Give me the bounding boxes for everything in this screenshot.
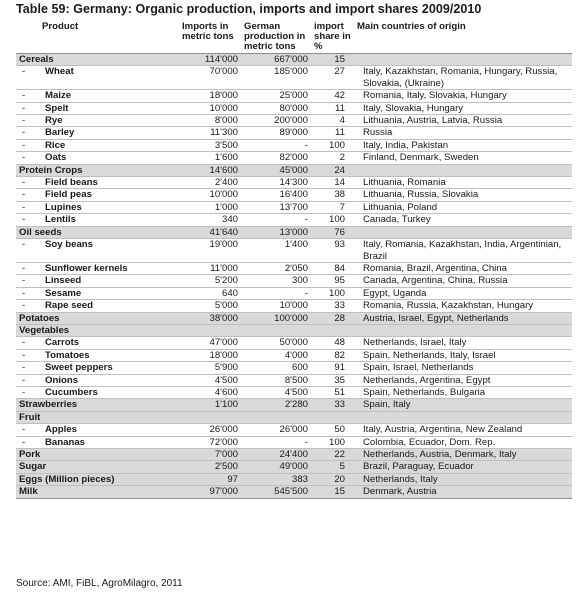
cell-share: 42 [311, 90, 354, 102]
cell-imports [179, 324, 241, 336]
cell-countries: Canada, Turkey [354, 214, 572, 226]
table-row [16, 127, 572, 139]
cell-product [16, 287, 179, 299]
cell-countries: Italy, India, Pakistan [354, 139, 572, 151]
cell-imports: 97'000 [179, 486, 241, 498]
cell-production: 185'000 [241, 66, 311, 90]
table-row [16, 201, 572, 213]
cell-product [16, 324, 179, 336]
cell-product [16, 449, 179, 461]
cell-countries: Lithuania, Poland [354, 201, 572, 213]
table-row [16, 386, 572, 398]
header-share: import share in % [311, 20, 354, 54]
cell-share: 84 [311, 262, 354, 274]
product-name: Eggs (Million pieces) [19, 473, 115, 485]
cell-share: 100 [311, 287, 354, 299]
cell-product [16, 139, 179, 151]
table-title: Table 59: Germany: Organic production, imports and import shares 2009/2010 [16, 2, 482, 16]
cell-product [16, 337, 179, 349]
cell-countries [354, 324, 572, 336]
cell-countries: Russia [354, 127, 572, 139]
indent-dash: - [22, 90, 26, 102]
table-row [16, 337, 572, 349]
cell-production [241, 411, 311, 423]
table-row [16, 300, 572, 312]
table-row [16, 189, 572, 201]
cell-product [16, 486, 179, 498]
table-row [16, 473, 572, 485]
cell-countries [354, 226, 572, 238]
cell-production: 300 [241, 275, 311, 287]
cell-imports: 18'000 [179, 90, 241, 102]
cell-production: 200'000 [241, 115, 311, 127]
source-note: Source: AMI, FiBL, AgroMilagro, 2011 [16, 578, 183, 589]
cell-imports: 1'600 [179, 152, 241, 164]
table-row [16, 262, 572, 274]
cell-share: 35 [311, 374, 354, 386]
cell-imports: 11'000 [179, 262, 241, 274]
cell-production: 8'500 [241, 374, 311, 386]
table-row [16, 54, 572, 66]
cell-product [16, 164, 179, 176]
cell-countries: Romania, Russia, Kazakhstan, Hungary [354, 300, 572, 312]
cell-production: 14'300 [241, 177, 311, 189]
product-name: Bananas [45, 436, 85, 448]
table-row [16, 214, 572, 226]
cell-share: 100 [311, 139, 354, 151]
cell-countries: Italy, Austria, Argentina, New Zealand [354, 424, 572, 436]
table-header [16, 20, 572, 54]
indent-dash: - [22, 189, 26, 201]
cell-production: 2'050 [241, 262, 311, 274]
table-row [16, 486, 572, 498]
product-name: Strawberries [19, 399, 78, 411]
table-row [16, 275, 572, 287]
indent-dash: - [22, 349, 26, 361]
cell-countries: Romania, Italy, Slovakia, Hungary [354, 90, 572, 102]
cell-imports: 3'500 [179, 139, 241, 151]
cell-share: 11 [311, 127, 354, 139]
product-name: Rape seed [45, 300, 93, 312]
cell-countries [354, 411, 572, 423]
indent-dash: - [22, 275, 26, 287]
table-row [16, 287, 572, 299]
cell-countries: Brazil, Paraguay, Ecuador [354, 461, 572, 473]
cell-countries: Austria, Israel, Egypt, Netherlands [354, 312, 572, 324]
table-row [16, 102, 572, 114]
table-row [16, 399, 572, 411]
cell-imports [179, 411, 241, 423]
cell-production: 10'000 [241, 300, 311, 312]
cell-production: 2'280 [241, 399, 311, 411]
cell-product [16, 66, 179, 90]
cell-share: 48 [311, 337, 354, 349]
product-name: Cereals [19, 54, 54, 65]
cell-share: 20 [311, 473, 354, 485]
cell-imports: 26'000 [179, 424, 241, 436]
cell-share: 14 [311, 177, 354, 189]
product-name: Cucumbers [45, 386, 98, 398]
cell-production: 82'000 [241, 152, 311, 164]
organic-imports-table [16, 20, 572, 499]
cell-share: 27 [311, 66, 354, 90]
cell-countries [354, 164, 572, 176]
cell-imports: 2'400 [179, 177, 241, 189]
cell-imports: 19'000 [179, 239, 241, 263]
cell-product [16, 275, 179, 287]
cell-countries: Spain, Netherlands, Bulgaria [354, 386, 572, 398]
cell-share: 100 [311, 436, 354, 448]
cell-countries: Lithuania, Austria, Latvia, Russia [354, 115, 572, 127]
cell-share: 5 [311, 461, 354, 473]
cell-product [16, 239, 179, 263]
table-row [16, 139, 572, 151]
cell-countries: Lithuania, Romania [354, 177, 572, 189]
cell-product [16, 399, 179, 411]
cell-imports: 72'000 [179, 436, 241, 448]
cell-production: 1'400 [241, 239, 311, 263]
cell-product [16, 312, 179, 324]
header-countries: Main countries of origin [354, 20, 572, 54]
table-row [16, 449, 572, 461]
cell-countries: Spain, Italy [354, 399, 572, 411]
indent-dash: - [22, 374, 26, 386]
cell-countries: Italy, Slovakia, Hungary [354, 102, 572, 114]
indent-dash: - [22, 386, 26, 398]
indent-dash: - [22, 424, 26, 436]
product-name: Rice [45, 139, 66, 151]
product-name: Apples [45, 424, 77, 436]
cell-production: - [241, 139, 311, 151]
table-row [16, 436, 572, 448]
header-product: Product [16, 20, 179, 54]
header-imports: Imports in metric tons [179, 20, 241, 54]
cell-countries: Colombia, Ecuador, Dom. Rep. [354, 436, 572, 448]
indent-dash: - [22, 152, 26, 164]
cell-production: - [241, 287, 311, 299]
product-name: Protein Crops [19, 164, 83, 176]
cell-product [16, 201, 179, 213]
cell-imports: 5'200 [179, 275, 241, 287]
cell-product [16, 214, 179, 226]
table-row [16, 226, 572, 238]
cell-share: 15 [311, 486, 354, 498]
header-production: German production in metric tons [241, 20, 311, 54]
cell-share: 82 [311, 349, 354, 361]
cell-production: 100'000 [241, 312, 311, 324]
cell-imports: 18'000 [179, 349, 241, 361]
cell-imports: 1'000 [179, 201, 241, 213]
table-row [16, 66, 572, 90]
table-row [16, 177, 572, 189]
cell-imports: 7'000 [179, 449, 241, 461]
product-name: Pork [19, 449, 41, 460]
cell-imports: 5'000 [179, 300, 241, 312]
product-name: Wheat [45, 66, 74, 78]
cell-share: 93 [311, 239, 354, 263]
table-row [16, 164, 572, 176]
product-name: Carrots [45, 337, 80, 349]
cell-countries: Denmark, Austria [354, 486, 572, 498]
cell-imports: 340 [179, 214, 241, 226]
indent-dash: - [22, 139, 26, 151]
cell-share: 2 [311, 152, 354, 164]
product-name: Sesame [45, 287, 82, 299]
cell-share: 95 [311, 275, 354, 287]
product-name: Oats [45, 152, 67, 164]
indent-dash: - [22, 239, 26, 251]
cell-production: 667'000 [241, 54, 311, 66]
cell-share: 22 [311, 449, 354, 461]
cell-imports: 38'000 [179, 312, 241, 324]
cell-product [16, 374, 179, 386]
cell-imports: 2'500 [179, 461, 241, 473]
cell-production: 80'000 [241, 102, 311, 114]
product-name: Lupines [45, 201, 82, 213]
cell-share: 33 [311, 300, 354, 312]
table-row [16, 349, 572, 361]
cell-production: 600 [241, 362, 311, 374]
cell-production: 4'500 [241, 386, 311, 398]
table-row [16, 239, 572, 263]
product-name: Sunflower kernels [45, 262, 128, 274]
cell-product [16, 300, 179, 312]
cell-imports: 114'000 [179, 54, 241, 66]
cell-countries [354, 54, 572, 66]
cell-production: 383 [241, 473, 311, 485]
cell-share: 50 [311, 424, 354, 436]
product-name: Potatoes [19, 312, 60, 324]
indent-dash: - [22, 115, 26, 127]
cell-product [16, 102, 179, 114]
cell-product [16, 461, 179, 473]
cell-imports: 5'900 [179, 362, 241, 374]
cell-product [16, 226, 179, 238]
cell-product [16, 362, 179, 374]
indent-dash: - [22, 66, 26, 78]
indent-dash: - [22, 262, 26, 274]
cell-production: 26'000 [241, 424, 311, 436]
cell-imports: 1'100 [179, 399, 241, 411]
product-name: Sugar [19, 461, 47, 473]
product-name: Maize [45, 90, 72, 102]
cell-production: 545'500 [241, 486, 311, 498]
product-name: Fruit [19, 411, 41, 423]
cell-countries: Finland, Denmark, Sweden [354, 152, 572, 164]
cell-production: 13'000 [241, 226, 311, 238]
cell-countries: Netherlands, Israel, Italy [354, 337, 572, 349]
cell-imports: 8'000 [179, 115, 241, 127]
cell-share: 11 [311, 102, 354, 114]
indent-dash: - [22, 436, 26, 448]
cell-product [16, 262, 179, 274]
cell-imports: 10'000 [179, 189, 241, 201]
table-row [16, 411, 572, 423]
cell-imports: 11'300 [179, 127, 241, 139]
product-name: Linseed [45, 275, 82, 287]
product-name: Vegetables [19, 324, 70, 336]
table-row [16, 424, 572, 436]
cell-share: 100 [311, 214, 354, 226]
cell-share: 28 [311, 312, 354, 324]
cell-product [16, 127, 179, 139]
cell-production: - [241, 214, 311, 226]
table-row [16, 324, 572, 336]
indent-dash: - [22, 300, 26, 312]
cell-countries: Spain, Israel, Netherlands [354, 362, 572, 374]
cell-imports: 47'000 [179, 337, 241, 349]
product-name: Rye [45, 115, 63, 127]
cell-product [16, 152, 179, 164]
cell-share: 76 [311, 226, 354, 238]
cell-countries: Spain, Netherlands, Italy, Israel [354, 349, 572, 361]
table-row [16, 115, 572, 127]
cell-countries: Canada, Argentina, China, Russia [354, 275, 572, 287]
cell-production: 16'400 [241, 189, 311, 201]
cell-product [16, 177, 179, 189]
cell-share: 15 [311, 54, 354, 66]
cell-imports: 97 [179, 473, 241, 485]
product-name: Tomatoes [45, 349, 90, 361]
table-row [16, 90, 572, 102]
product-name: Onions [45, 374, 79, 386]
table-row [16, 374, 572, 386]
cell-countries: Netherlands, Italy [354, 473, 572, 485]
cell-share: 4 [311, 115, 354, 127]
product-name: Lentils [45, 214, 76, 226]
cell-production: 25'000 [241, 90, 311, 102]
cell-countries: Netherlands, Austria, Denmark, Italy [354, 449, 572, 461]
cell-imports: 4'500 [179, 374, 241, 386]
header-row [16, 20, 572, 54]
cell-production: - [241, 436, 311, 448]
cell-imports: 4'600 [179, 386, 241, 398]
product-name: Spelt [45, 102, 69, 114]
cell-production: 4'000 [241, 349, 311, 361]
indent-dash: - [22, 337, 26, 349]
cell-imports: 70'000 [179, 66, 241, 90]
indent-dash: - [22, 287, 26, 299]
cell-product [16, 349, 179, 361]
table-body [16, 54, 572, 499]
cell-product [16, 115, 179, 127]
cell-product [16, 386, 179, 398]
indent-dash: - [22, 127, 26, 139]
cell-product [16, 424, 179, 436]
indent-dash: - [22, 214, 26, 226]
indent-dash: - [22, 102, 26, 114]
cell-share: 38 [311, 189, 354, 201]
product-name: Oil seeds [19, 226, 62, 238]
indent-dash: - [22, 177, 26, 189]
cell-product [16, 189, 179, 201]
cell-imports: 10'000 [179, 102, 241, 114]
cell-share [311, 324, 354, 336]
indent-dash: - [22, 201, 26, 213]
table-row [16, 362, 572, 374]
cell-imports: 640 [179, 287, 241, 299]
cell-product [16, 411, 179, 423]
cell-product [16, 436, 179, 448]
cell-imports: 14'600 [179, 164, 241, 176]
cell-product [16, 54, 179, 66]
table-row [16, 312, 572, 324]
product-name: Milk [19, 486, 38, 498]
product-name: Field peas [45, 189, 92, 201]
cell-countries: Lithuania, Russia, Slovakia [354, 189, 572, 201]
cell-share: 7 [311, 201, 354, 213]
cell-production [241, 324, 311, 336]
cell-share: 51 [311, 386, 354, 398]
cell-share [311, 411, 354, 423]
cell-countries: Italy, Kazakhstan, Romania, Hungary, Russia, Slovakia, (Ukraine) [354, 66, 572, 90]
product-name: Sweet peppers [45, 362, 113, 374]
product-name: Soy beans [45, 239, 93, 251]
cell-production: 50'000 [241, 337, 311, 349]
cell-production: 24'400 [241, 449, 311, 461]
cell-production: 45'000 [241, 164, 311, 176]
cell-countries: Romania, Brazil, Argentina, China [354, 262, 572, 274]
cell-countries: Egypt, Uganda [354, 287, 572, 299]
table-row [16, 152, 572, 164]
cell-share: 33 [311, 399, 354, 411]
cell-countries: Italy, Romania, Kazakhstan, India, Argentinian, Brazil [354, 239, 572, 263]
product-name: Barley [45, 127, 75, 139]
product-name: Field beans [45, 177, 98, 189]
cell-product [16, 90, 179, 102]
cell-production: 13'700 [241, 201, 311, 213]
table-row [16, 461, 572, 473]
cell-production: 49'000 [241, 461, 311, 473]
cell-product [16, 473, 179, 485]
cell-production: 89'000 [241, 127, 311, 139]
cell-share: 91 [311, 362, 354, 374]
indent-dash: - [22, 362, 26, 374]
cell-share: 24 [311, 164, 354, 176]
cell-countries: Netherlands, Argentina, Egypt [354, 374, 572, 386]
cell-imports: 41'640 [179, 226, 241, 238]
